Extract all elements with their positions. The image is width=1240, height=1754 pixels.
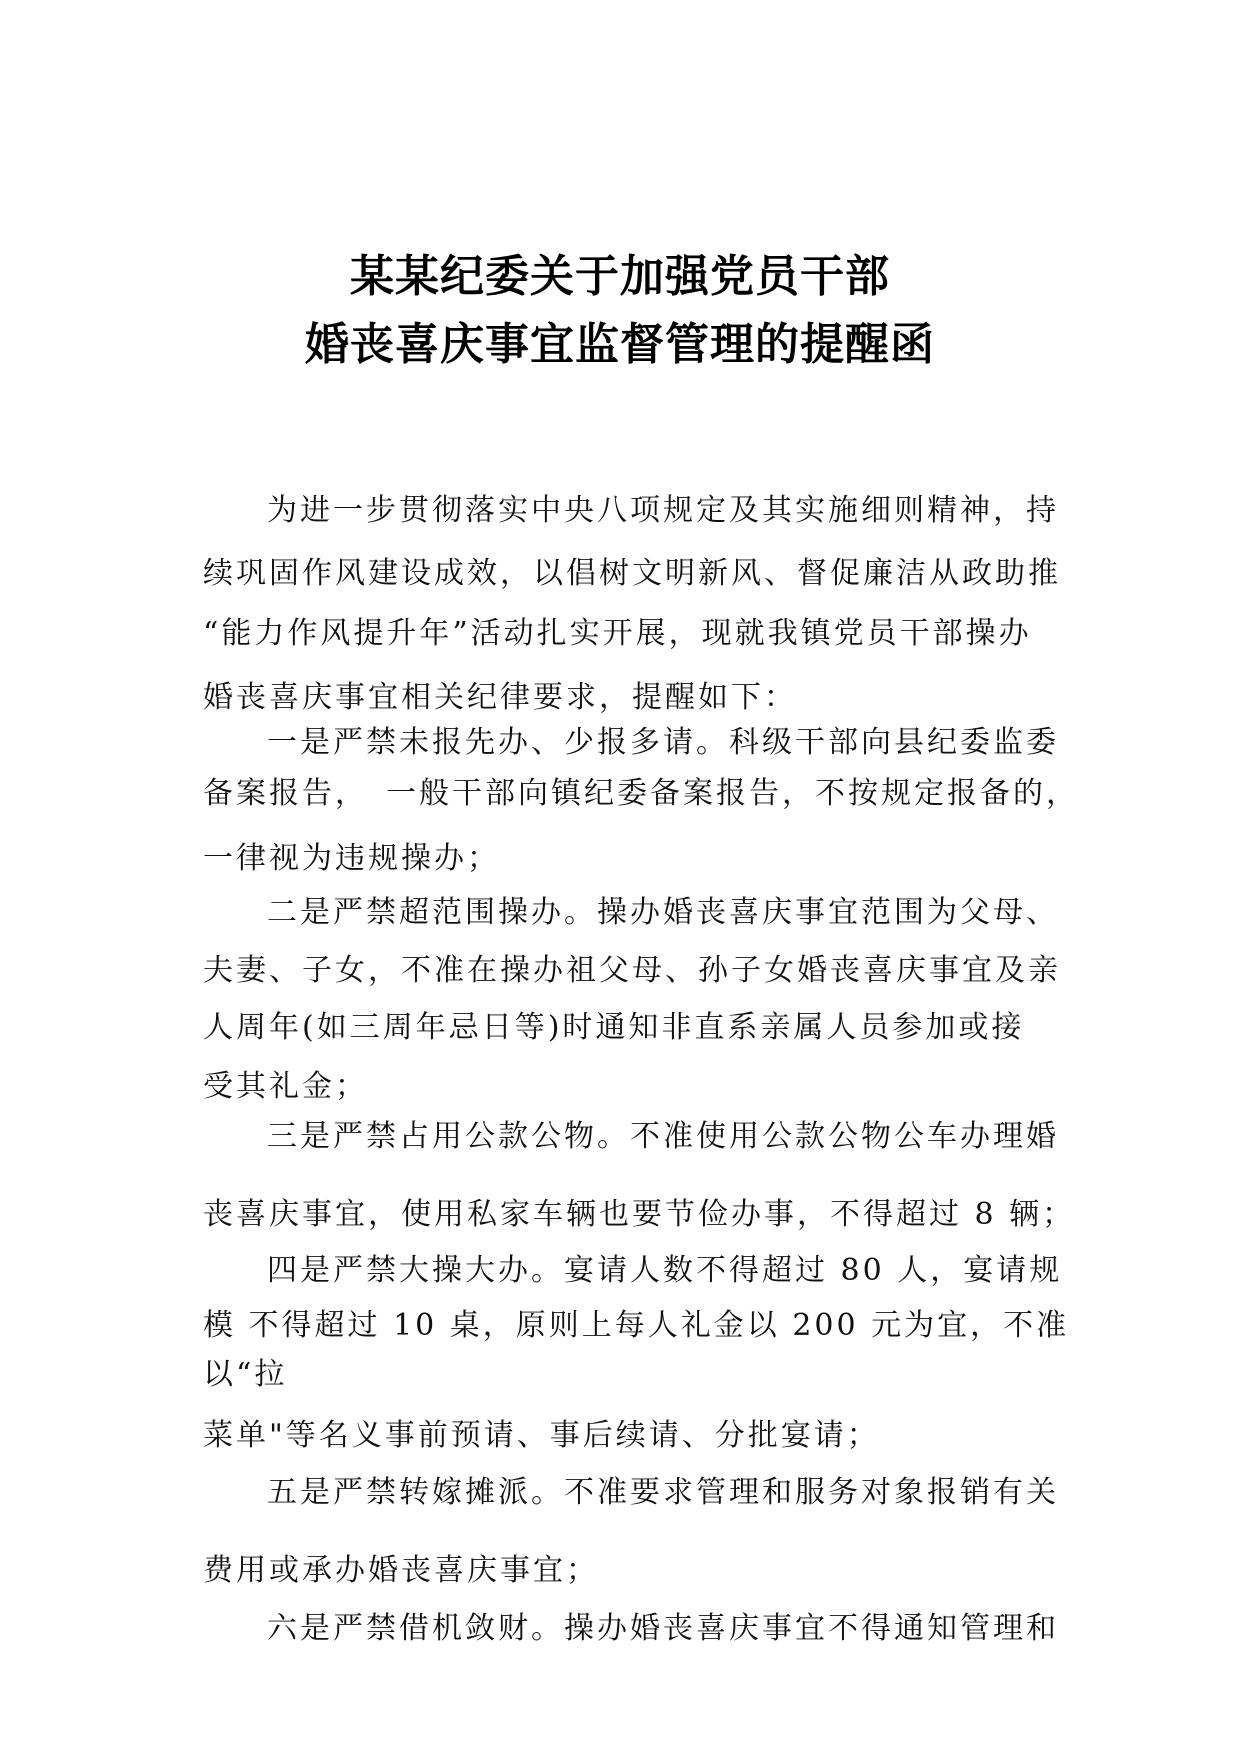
paragraph-line: 一是严禁未报先办、少报多请。科级干部向县纪委监委 (267, 725, 1059, 760)
paragraph-line: 三是严禁占用公款公物。不准使用公款公物公车办理婚 (267, 1119, 1059, 1154)
paragraph-line: “能力作风提升年”活动扎实开展，现就我镇党员干部操办 (203, 616, 1032, 651)
paragraph-line: 六是严禁借机敛财。操办婚丧喜庆事宜不得通知管理和 (267, 1611, 1059, 1646)
paragraph-line: 丧喜庆事宜，使用私家车辆也要节俭办事，不得超过 8 辆； (203, 1197, 1076, 1232)
paragraph-line: 四是严禁大操大办。宴请人数不得超过 80 人，宴请规 (267, 1253, 1063, 1288)
paragraph-line: 二是严禁超范围操办。操办婚丧喜庆事宜范围为父母、 (267, 895, 1059, 930)
paragraph-line: 续巩固作风建设成效，以倡树文明新风、督促廉洁从政助推 (203, 556, 1061, 591)
paragraph-line: 一律视为违规操办； (203, 841, 500, 876)
paragraph-line: 以“拉 (203, 1357, 288, 1392)
paragraph-line: 备案报告， 一般干部向镇纪委备案报告，不按规定报备的， (203, 776, 1079, 811)
paragraph-line: 夫妻、子女，不准在操办祖父母、孙子女婚丧喜庆事宜及亲 (203, 953, 1061, 988)
paragraph-line: 受其礼金； (203, 1069, 368, 1104)
document-title-line-2: 婚丧喜庆事宜监督管理的提醒函 (305, 319, 935, 370)
paragraph-line: 为进一步贯彻落实中央八项规定及其实施细则精神，持 (267, 493, 1059, 528)
paragraph-line: 模 不得超过 10 桌，原则上每人礼金以 200 元为宜，不准 (203, 1308, 1070, 1343)
document-title-line-1: 某某纪委关于加强党员干部 (350, 251, 890, 302)
paragraph-line: 五是严禁转嫁摊派。不准要求管理和服务对象报销有关 (267, 1475, 1059, 1510)
paragraph-line: 菜单"等名义事前预请、事后续请、分批宴请； (203, 1418, 880, 1453)
paragraph-line: 人周年(如三周年忌日等)时通知非直系亲属人员参加或接 (203, 1010, 1025, 1045)
paragraph-line: 费用或承办婚丧喜庆事宜； (203, 1553, 599, 1588)
paragraph-line: 婚丧喜庆事宜相关纪律要求，提醒如下： (203, 680, 797, 715)
